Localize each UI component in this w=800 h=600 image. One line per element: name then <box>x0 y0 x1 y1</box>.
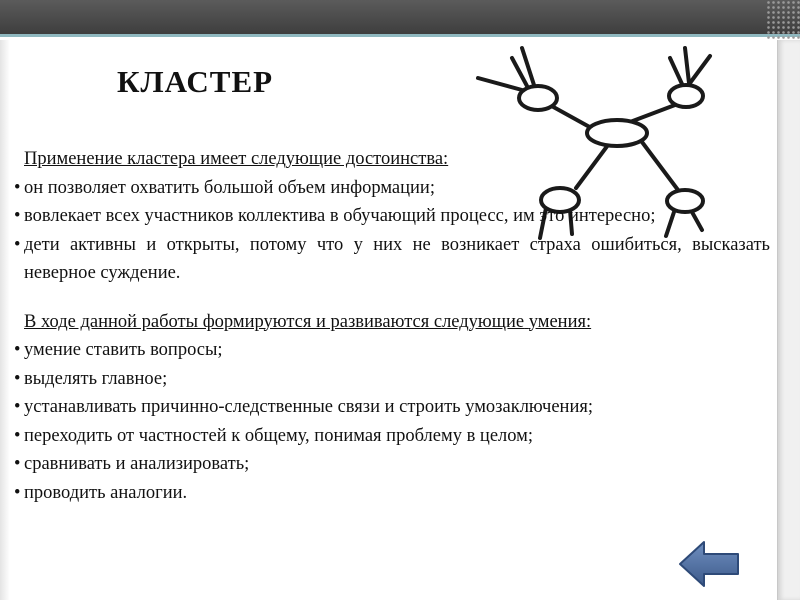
list-item: • умение ставить вопросы; <box>14 336 770 365</box>
cluster-node <box>669 85 703 107</box>
list-item: • он позволяет охватить большой объем информации; <box>14 174 770 203</box>
cluster-link <box>478 78 522 90</box>
left-arrow-icon <box>678 540 740 588</box>
cluster-link <box>630 105 675 122</box>
right-page-border <box>777 40 800 600</box>
cluster-link <box>670 58 682 84</box>
advantages-heading: Применение кластера имеет следующие достоинства: <box>24 149 449 169</box>
back-button[interactable] <box>678 540 740 588</box>
cluster-center-node <box>587 120 647 146</box>
corner-dot-pattern <box>766 0 800 40</box>
cluster-link <box>548 104 595 130</box>
list-item: • сравнивать и анализировать; <box>14 450 770 479</box>
skills-heading <box>14 308 770 337</box>
left-page-shadow <box>0 40 10 600</box>
list-item: • переходить от частностей к общему, понимая проблему в целом; <box>14 422 770 451</box>
list-item: • выделять главное; <box>14 365 770 394</box>
list-item: • устанавливать причинно-следственные связи и строить умозаключения; <box>14 393 770 422</box>
slide-content <box>14 145 770 507</box>
list-item: • проводить аналогии. <box>14 479 770 508</box>
header-accent-stripe <box>0 34 800 37</box>
slide-title: КЛАСТЕР <box>117 64 274 99</box>
cluster-link <box>685 48 689 83</box>
list-item: • дети активны и открыты, потому что у них не возникает страха ошибиться, высказать неверное суждение. <box>14 231 770 288</box>
cluster-node <box>519 86 557 110</box>
list-item: • вовлекает всех участников коллектива в обучающий процесс, им это интересно; <box>14 202 770 231</box>
cluster-link <box>690 56 710 83</box>
skills-heading-main: В ходе данной работы формируются и развиваются следующие <box>24 311 525 332</box>
top-header-band <box>0 0 800 34</box>
skills-heading-tail: умения: <box>528 311 592 332</box>
